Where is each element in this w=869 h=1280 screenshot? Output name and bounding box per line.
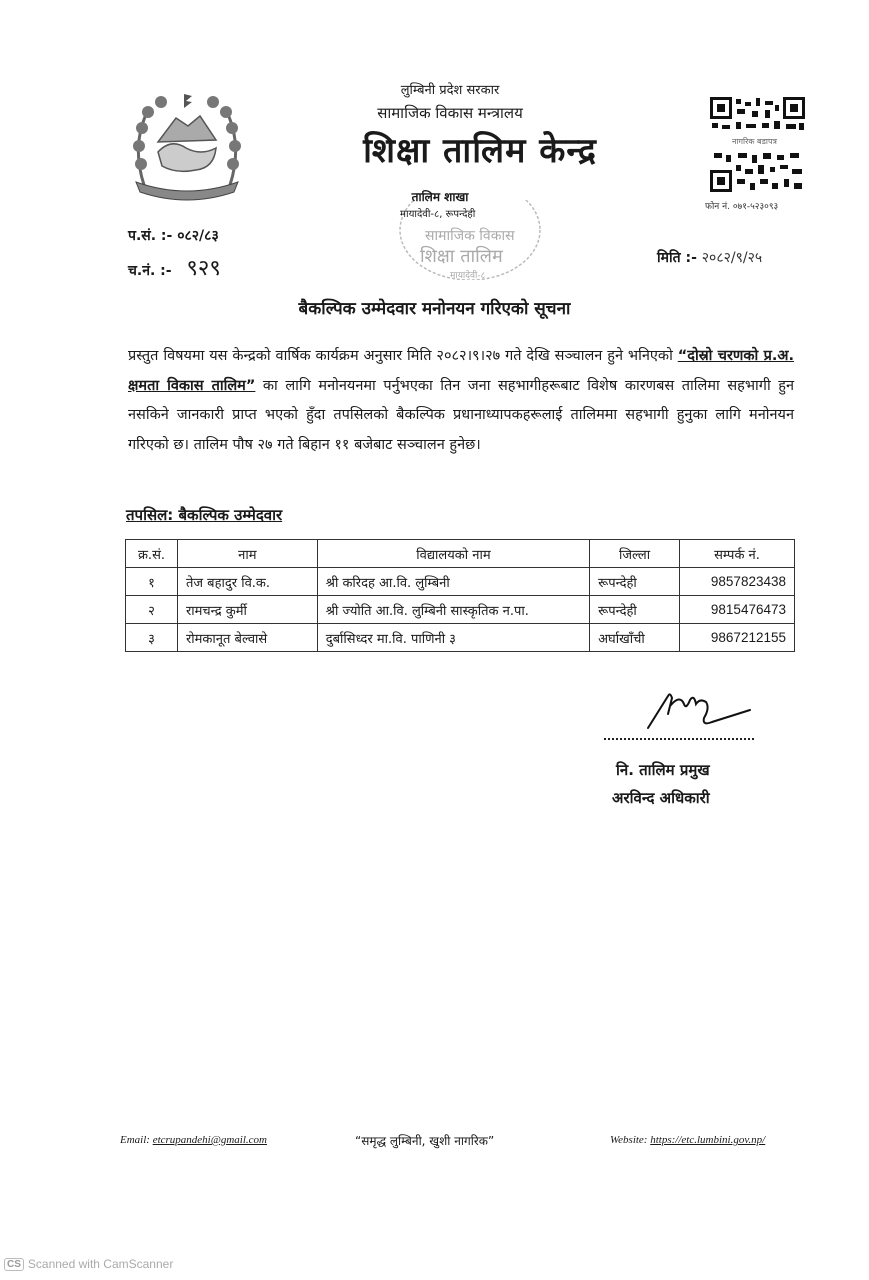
website-label: Website: bbox=[610, 1134, 648, 1146]
training-name: “दोस्रो चरणको प्र.अ. क्षमता विकास तालिम” bbox=[128, 348, 794, 394]
col-header-district: जिल्ला bbox=[590, 540, 680, 568]
table-heading: तपसिल: बैकल्पिक उम्मेदवार bbox=[126, 506, 283, 524]
cell-name: तेज बहादुर वि.क. bbox=[177, 568, 317, 596]
table-row bbox=[126, 624, 795, 652]
cell-sn: ३ bbox=[126, 624, 178, 652]
nepal-emblem-icon bbox=[126, 90, 248, 202]
reference-label: प.सं. :- bbox=[128, 228, 173, 244]
dispatch-label: च.नं. :- bbox=[128, 263, 172, 279]
qr-label: नागरिक बडापत्र bbox=[732, 137, 777, 146]
reference-value: ०८२/८३ bbox=[177, 228, 219, 244]
col-header-contact: सम्पर्क नं. bbox=[680, 540, 795, 568]
reference-number bbox=[128, 226, 219, 245]
email-label: Email: bbox=[120, 1134, 150, 1146]
table-row bbox=[126, 596, 795, 624]
signatory-name: अरविन्द अधिकारी bbox=[612, 789, 710, 807]
cell-school: दुर्बासिध्दर मा.वि. पाणिनी ३ bbox=[317, 624, 589, 652]
table-header-row bbox=[126, 540, 795, 568]
cell-sn: १ bbox=[126, 568, 178, 596]
svg-text:मायादेवी-८: मायादेवी-८ bbox=[450, 271, 486, 280]
cell-sn: २ bbox=[126, 596, 178, 624]
branch-name: तालिम शाखा bbox=[411, 190, 469, 204]
svg-text:शिक्षा तालिम: शिक्षा तालिम bbox=[420, 246, 503, 267]
cell-contact: 9867212155 bbox=[680, 624, 795, 652]
cell-district: रूपन्देही bbox=[590, 596, 680, 624]
candidates-table bbox=[125, 539, 795, 652]
cell-contact: 9857823438 bbox=[680, 568, 795, 596]
website-link[interactable]: https://etc.lumbini.gov.np/ bbox=[650, 1134, 766, 1146]
notice-body bbox=[128, 342, 794, 460]
camscanner-logo-icon: CS bbox=[4, 1258, 24, 1271]
col-header-sn: क्र.सं. bbox=[126, 540, 178, 568]
signature-icon bbox=[640, 688, 760, 743]
cell-school: श्री करिदह आ.वि. लुम्बिनी bbox=[317, 568, 589, 596]
notice-date bbox=[657, 248, 762, 267]
footer-email bbox=[120, 1134, 267, 1146]
signature-line bbox=[604, 738, 754, 740]
office-phone: फोन नं. ०७१-५२३०९३ bbox=[705, 202, 779, 212]
signatory-title: नि. तालिम प्रमुख bbox=[616, 761, 710, 779]
svg-text:सामाजिक विकास: सामाजिक विकास bbox=[425, 228, 515, 244]
ministry-name: सामाजिक विकास मन्त्रालय bbox=[377, 104, 523, 122]
dispatch-value: ९२९ bbox=[186, 256, 221, 281]
body-part-2: का लागि मनोनयनमा पर्नुभएका तिन जना सहभागीहरूबाट विशेष कारणबस तालिमा सहभागी हुन नसकिने जानकारी प्राप्त भएको हुँदा तपसिलको बैकल्पिक प्रधानाध्यापकहरूलाई तालिममा सहभागी हुनुका लागि मनोनयन गरिएको छ। तालिम पौष २७ गते बिहान ११ बजेबाट सञ्चालन हुनेछ। bbox=[128, 377, 794, 453]
body-part-1: प्रस्तुत विषयमा यस केन्द्रको वार्षिक कार्यक्रम अनुसार मिति २०८२।९।२७ गते देखि सञ्चालन हुने भनिएको bbox=[128, 348, 678, 364]
camscanner-watermark bbox=[4, 1257, 173, 1271]
qr-code-icon[interactable] bbox=[710, 97, 805, 192]
col-header-school: विद्यालयको नाम bbox=[317, 540, 589, 568]
cell-name: रामचन्द्र कुर्मी bbox=[177, 596, 317, 624]
notice-title: बैकल्पिक उम्मेदवार मनोनयन गरिएको सूचना bbox=[298, 299, 571, 319]
table-row bbox=[126, 568, 795, 596]
branch-address: मायादेवी-८, रूपन्देही bbox=[400, 209, 476, 220]
col-header-name: नाम bbox=[177, 540, 317, 568]
cell-name: रोमकानूत बेल्वासे bbox=[177, 624, 317, 652]
government-name: लुम्बिनी प्रदेश सरकार bbox=[400, 83, 500, 98]
footer-motto: “समृद्ध लुम्बिनी, खुशी नागरिक” bbox=[355, 1134, 495, 1148]
date-value: २०८२/९/२५ bbox=[701, 250, 763, 266]
email-link[interactable]: etcrupandehi@gmail.com bbox=[152, 1134, 267, 1146]
footer-website bbox=[610, 1134, 765, 1146]
date-label: मिति :- bbox=[657, 250, 697, 266]
cell-contact: 9815476473 bbox=[680, 596, 795, 624]
cell-district: रूपन्देही bbox=[590, 568, 680, 596]
dispatch-number bbox=[128, 252, 221, 282]
cell-school: श्री ज्योति आ.वि. लुम्बिनी सास्कृतिक न.पा. bbox=[317, 596, 589, 624]
office-name: शिक्षा तालिम केन्द्र bbox=[363, 131, 597, 171]
cell-district: अर्घाखाँची bbox=[590, 624, 680, 652]
camscanner-text: Scanned with CamScanner bbox=[27, 1257, 174, 1271]
